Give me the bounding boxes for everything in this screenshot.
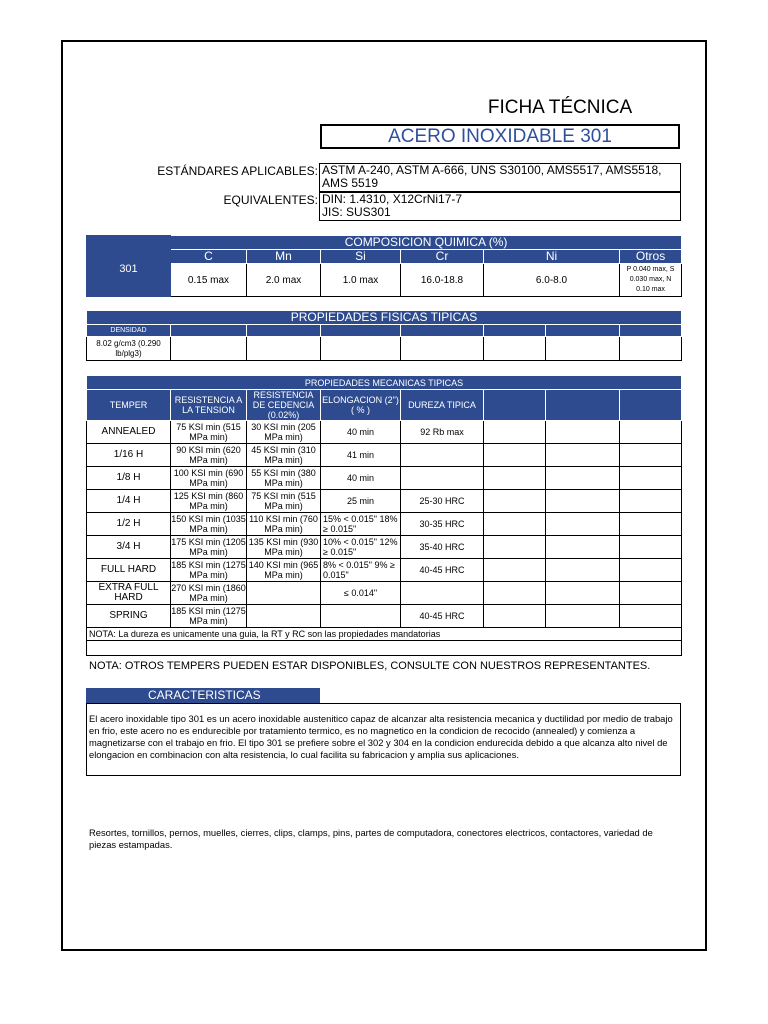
- mechanical-row: [87, 444, 682, 467]
- composition-table: [86, 235, 682, 297]
- mechanical-cell-cedencia: [247, 605, 321, 628]
- equivalents-value: [319, 192, 681, 221]
- mechanical-cell-cedencia: 55 KSI min (380 MPa min): [247, 467, 321, 490]
- mechanical-row: [87, 536, 682, 559]
- mechanical-header-empty: [546, 390, 620, 421]
- mechanical-cell-empty: [546, 421, 620, 444]
- mechanical-header-empty: [620, 390, 682, 421]
- density-label: DENSIDAD: [87, 325, 171, 337]
- mechanical-cell-empty: [620, 513, 682, 536]
- mechanical-cell-empty: [546, 582, 620, 605]
- mechanical-header-temper: TEMPER: [87, 390, 171, 421]
- physical-heading: PROPIEDADES FISICAS TIPICAS: [87, 311, 682, 325]
- physical-cell-empty: [484, 337, 546, 361]
- composition-value-ni: 6.0-8.0: [484, 264, 620, 297]
- mechanical-cell-empty: [484, 421, 546, 444]
- mechanical-cell-empty: [620, 444, 682, 467]
- composition-value-c: 0.15 max: [171, 264, 247, 297]
- physical-header-empty: [171, 325, 247, 337]
- physical-table: [86, 310, 682, 361]
- document-subtitle: ACERO INOXIDABLE 301: [320, 124, 680, 149]
- mechanical-cell-temper: FULL HARD: [87, 559, 171, 582]
- mechanical-cell-tension: 100 KSI min (690 MPa min): [171, 467, 247, 490]
- mechanical-header-cedencia: RESISTENCIA DE CEDENCIA (0.02%): [247, 390, 321, 421]
- mechanical-cell-empty: [484, 444, 546, 467]
- composition-value-cr: 16.0-18.8: [401, 264, 484, 297]
- mechanical-cell-temper: 3/4 H: [87, 536, 171, 559]
- mechanical-cell-cedencia: 30 KSI min (205 MPa min): [247, 421, 321, 444]
- mechanical-row: [87, 582, 682, 605]
- physical-header-empty: [401, 325, 484, 337]
- document-title: FICHA TÉCNICA: [487, 97, 633, 118]
- mechanical-cell-dureza: [401, 467, 484, 490]
- composition-grade-cell: [87, 236, 171, 264]
- composition-header-cr: Cr: [401, 250, 484, 264]
- mechanical-cell-tension: 90 KSI min (620 MPa min): [171, 444, 247, 467]
- mechanical-cell-dureza: [401, 582, 484, 605]
- mechanical-cell-cedencia: 135 KSI min (930 MPa min): [247, 536, 321, 559]
- mechanical-cell-empty: [484, 467, 546, 490]
- mechanical-cell-elongacion: 15% < 0.015" 18% ≥ 0.015": [321, 513, 401, 536]
- physical-cell-empty: [171, 337, 247, 361]
- mechanical-table: [86, 375, 682, 656]
- mechanical-cell-dureza: 40-45 HRC: [401, 559, 484, 582]
- characteristics-text: El acero inoxidable tipo 301 es un acero inoxidable austenitico capaz de alcanzar alta resistencia mecanica y ductilidad por medio de trabajo en frio, este acero no es endurecible por tratamiento termico, es no magnetico en la condicion de recocido (annealed) y comienza a magnetizarse con el trabajo en frio. El tipo 301 se prefiere sobre el 302 y 304 en la condicion endurecida debido a que alcanza alto nivel de elongacion en combinacion con alta resistencia, lo cual facilita su fabricacion y amplia sus aplicaciones.: [86, 703, 681, 776]
- mechanical-cell-empty: [484, 605, 546, 628]
- mechanical-cell-empty: [484, 582, 546, 605]
- standards-label: ESTÁNDARES APLICABLES:: [157, 164, 318, 178]
- mechanical-cell-elongacion: [321, 605, 401, 628]
- composition-grade: 301: [87, 264, 171, 297]
- physical-cell-empty: [401, 337, 484, 361]
- mechanical-cell-tension: 75 KSI min (515 MPa min): [171, 421, 247, 444]
- mechanical-cell-temper: 1/8 H: [87, 467, 171, 490]
- mechanical-cell-elongacion: 10% < 0.015" 12% ≥ 0.015": [321, 536, 401, 559]
- mechanical-cell-elongacion: 41 min: [321, 444, 401, 467]
- mechanical-cell-temper: 1/16 H: [87, 444, 171, 467]
- mechanical-cell-cedencia: [247, 582, 321, 605]
- mechanical-cell-temper: 1/2 H: [87, 513, 171, 536]
- mechanical-cell-dureza: 30-35 HRC: [401, 513, 484, 536]
- mechanical-cell-dureza: 25-30 HRC: [401, 490, 484, 513]
- mechanical-cell-empty: [620, 605, 682, 628]
- mechanical-cell-elongacion: 40 min: [321, 421, 401, 444]
- applications-text: Resortes, tornillos, pernos, muelles, cierres, clips, clamps, pins, partes de computadora, conectores electricos, contactores, variedad de piezas estampadas.: [89, 827, 653, 850]
- composition-heading: COMPOSICION QUIMICA (%): [171, 236, 682, 250]
- mechanical-cell-empty: [620, 582, 682, 605]
- other-tempers-note: NOTA: OTROS TEMPERS PUEDEN ESTAR DISPONIBLES, CONSULTE CON NUESTROS REPRESENTANTES.: [89, 660, 651, 672]
- mechanical-cell-dureza: 40-45 HRC: [401, 605, 484, 628]
- mechanical-cell-empty: [620, 536, 682, 559]
- mechanical-cell-empty: [484, 490, 546, 513]
- physical-cell-empty: [247, 337, 321, 361]
- mechanical-header-empty: [484, 390, 546, 421]
- mechanical-cell-temper: ANNEALED: [87, 421, 171, 444]
- mechanical-header-dureza: DUREZA TIPICA: [401, 390, 484, 421]
- mechanical-row: [87, 490, 682, 513]
- mechanical-cell-dureza: [401, 444, 484, 467]
- equivalents-label: EQUIVALENTES:: [223, 193, 318, 207]
- mechanical-header-tension: RESISTENCIA A LA TENSION: [171, 390, 247, 421]
- composition-header-otros: Otros: [620, 250, 682, 264]
- mechanical-cell-empty: [620, 421, 682, 444]
- physical-header-empty: [484, 325, 546, 337]
- mechanical-cell-empty: [620, 490, 682, 513]
- mechanical-cell-cedencia: 45 KSI min (310 MPa min): [247, 444, 321, 467]
- mechanical-cell-empty: [620, 559, 682, 582]
- mechanical-cell-tension: 175 KSI min (1205 MPa min): [171, 537, 246, 557]
- mechanical-cell-empty: [546, 490, 620, 513]
- mechanical-row: [87, 513, 682, 536]
- composition-header-ni: Ni: [484, 250, 620, 264]
- mechanical-blank-row: [87, 641, 682, 656]
- mechanical-cell-dureza: 35-40 HRC: [401, 536, 484, 559]
- mechanical-cell-tension: 125 KSI min (860 MPa min): [171, 490, 247, 513]
- physical-cell-empty: [321, 337, 401, 361]
- mechanical-cell-elongacion: ≤ 0.014": [321, 582, 401, 605]
- mechanical-cell-empty: [546, 605, 620, 628]
- mechanical-cell-empty: [546, 536, 620, 559]
- mechanical-cell-temper: EXTRA FULL HARD: [87, 582, 171, 605]
- physical-cell-empty: [546, 337, 620, 361]
- composition-header-c: C: [171, 250, 247, 264]
- mechanical-note: NOTA: La dureza es unicamente una guia, la RT y RC son las propiedades mandatorias: [87, 628, 682, 641]
- mechanical-cell-cedencia: 75 KSI min (515 MPa min): [247, 490, 321, 513]
- mechanical-cell-tension: 185 KSI min (1275 MPa min): [171, 560, 246, 580]
- composition-value-otros: P 0.040 max, S 0.030 max, N 0.10 max: [620, 264, 682, 297]
- equivalents-din: DIN: 1.4310, X12CrNi17-7: [322, 192, 463, 206]
- physical-header-empty: [321, 325, 401, 337]
- mechanical-cell-elongacion: 8% < 0.015" 9% ≥ 0.015": [321, 559, 401, 582]
- physical-header-empty: [546, 325, 620, 337]
- mechanical-cell-temper: 1/4 H: [87, 490, 171, 513]
- standards-value: ASTM A-240, ASTM A-666, UNS S30100, AMS5517, AMS5518, AMS 5519: [319, 163, 681, 192]
- mechanical-cell-tension: 150 KSI min (1035 MPa min): [171, 514, 246, 534]
- mechanical-cell-tension: 185 KSI min (1275 MPa min): [171, 606, 246, 626]
- density-value: 8.02 g/cm3 (0.290 lb/plg3): [87, 337, 171, 361]
- mechanical-cell-empty: [546, 559, 620, 582]
- mechanical-cell-empty: [546, 513, 620, 536]
- composition-header-si: Si: [321, 250, 401, 264]
- mechanical-heading: PROPIEDADES MECANICAS TIPICAS: [87, 376, 682, 390]
- mechanical-cell-cedencia: 140 KSI min (965 MPa min): [247, 559, 321, 582]
- mechanical-header-elongacion: ELONGACION (2") ( % ): [321, 390, 401, 421]
- mechanical-cell-empty: [546, 444, 620, 467]
- characteristics-heading: CARACTERISTICAS: [86, 688, 320, 703]
- mechanical-cell-empty: [484, 536, 546, 559]
- composition-header-mn: Mn: [247, 250, 321, 264]
- equivalents-jis: JIS: SUS301: [322, 205, 391, 219]
- mechanical-row: [87, 559, 682, 582]
- composition-value-mn: 2.0 max: [247, 264, 321, 297]
- mechanical-cell-empty: [484, 559, 546, 582]
- mechanical-cell-dureza: 92 Rb max: [401, 421, 484, 444]
- mechanical-row: [87, 467, 682, 490]
- mechanical-cell-elongacion: 40 min: [321, 467, 401, 490]
- mechanical-cell-empty: [546, 467, 620, 490]
- mechanical-cell-tension: 270 KSI min (1860 MPa min): [171, 583, 246, 603]
- physical-header-empty: [247, 325, 321, 337]
- mechanical-cell-temper: SPRING: [87, 605, 171, 628]
- mechanical-row: [87, 421, 682, 444]
- composition-value-si: 1.0 max: [321, 264, 401, 297]
- mechanical-cell-empty: [620, 467, 682, 490]
- physical-cell-empty: [620, 337, 682, 361]
- mechanical-cell-cedencia: 110 KSI min (760 MPa min): [247, 513, 321, 536]
- mechanical-row: [87, 605, 682, 628]
- mechanical-cell-empty: [484, 513, 546, 536]
- physical-header-empty: [620, 325, 682, 337]
- mechanical-cell-elongacion: 25 min: [321, 490, 401, 513]
